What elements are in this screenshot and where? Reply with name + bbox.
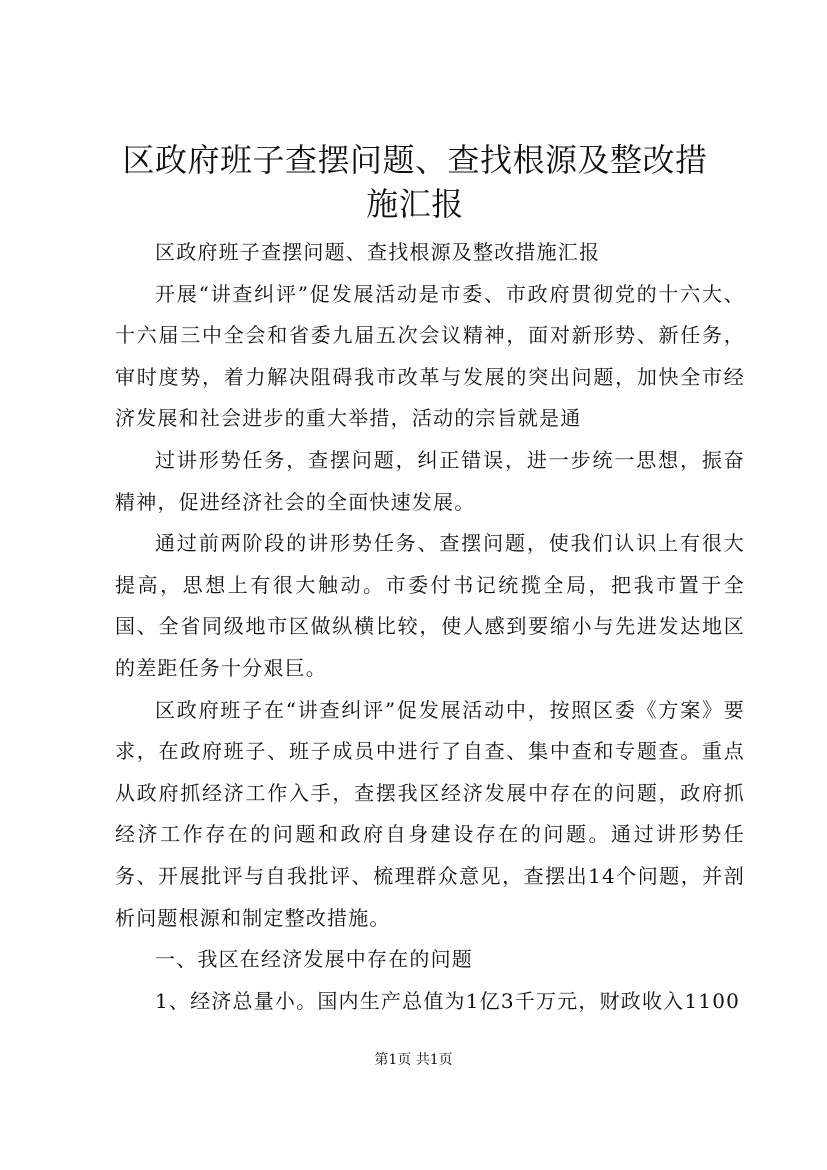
page-number: 第1页 共1页: [374, 1052, 453, 1068]
paragraph-purpose: 过讲形势任务，查摆问题，纠正错误，进一步统一思想，振奋精神，促进经济社会的全面快速发展。: [115, 447, 745, 514]
paragraph-item-1: 1、经济总量小。国内生产总值为1亿3千万元，财政收入1100: [155, 988, 741, 1013]
document-title: 区政府班子查摆问题、查找根源及整改措施汇报: [122, 141, 708, 223]
paragraph-self-review: 区政府班子在“讲查纠评”促发展活动中，按照区委《方案》要求，在政府班子、班子成员中进行了自查、集中查和专题查。重点从政府抓经济工作入手，查摆我区经济发展中存在的问题，政府抓经济工作存在的问题和政府自身建设存在的问题。通过讲形势任务、开展批评与自我批评、梳理群众意见，查摆出14个问题，并剖析问题根源和制定整改措施。: [115, 697, 745, 930]
document-body: [115, 232, 745, 1022]
section-heading-1: 一、我区在经济发展中存在的问题: [155, 947, 473, 972]
paragraph-intro: 开展“讲查纠评”促发展活动是市委、市政府贯彻党的十六大、十六届三中全会和省委九届五次会议精神，面对新形势、新任务，审时度势，着力解决阻碍我市改革与发展的突出问题，加快全市经济发展和社会进步的重大举措，活动的宗旨就是通: [115, 281, 745, 431]
paragraph-subtitle: 区政府班子查摆问题、查找根源及整改措施汇报: [155, 240, 601, 264]
paragraph-progress: 通过前两阶段的讲形势任务、查摆问题，使我们认识上有很大提高，思想上有很大触动。市委付书记统揽全局，把我市置于全国、全省同级地市区做纵横比较，使人感到要缩小与先进发达地区的差距任务十分艰巨。: [115, 531, 745, 680]
